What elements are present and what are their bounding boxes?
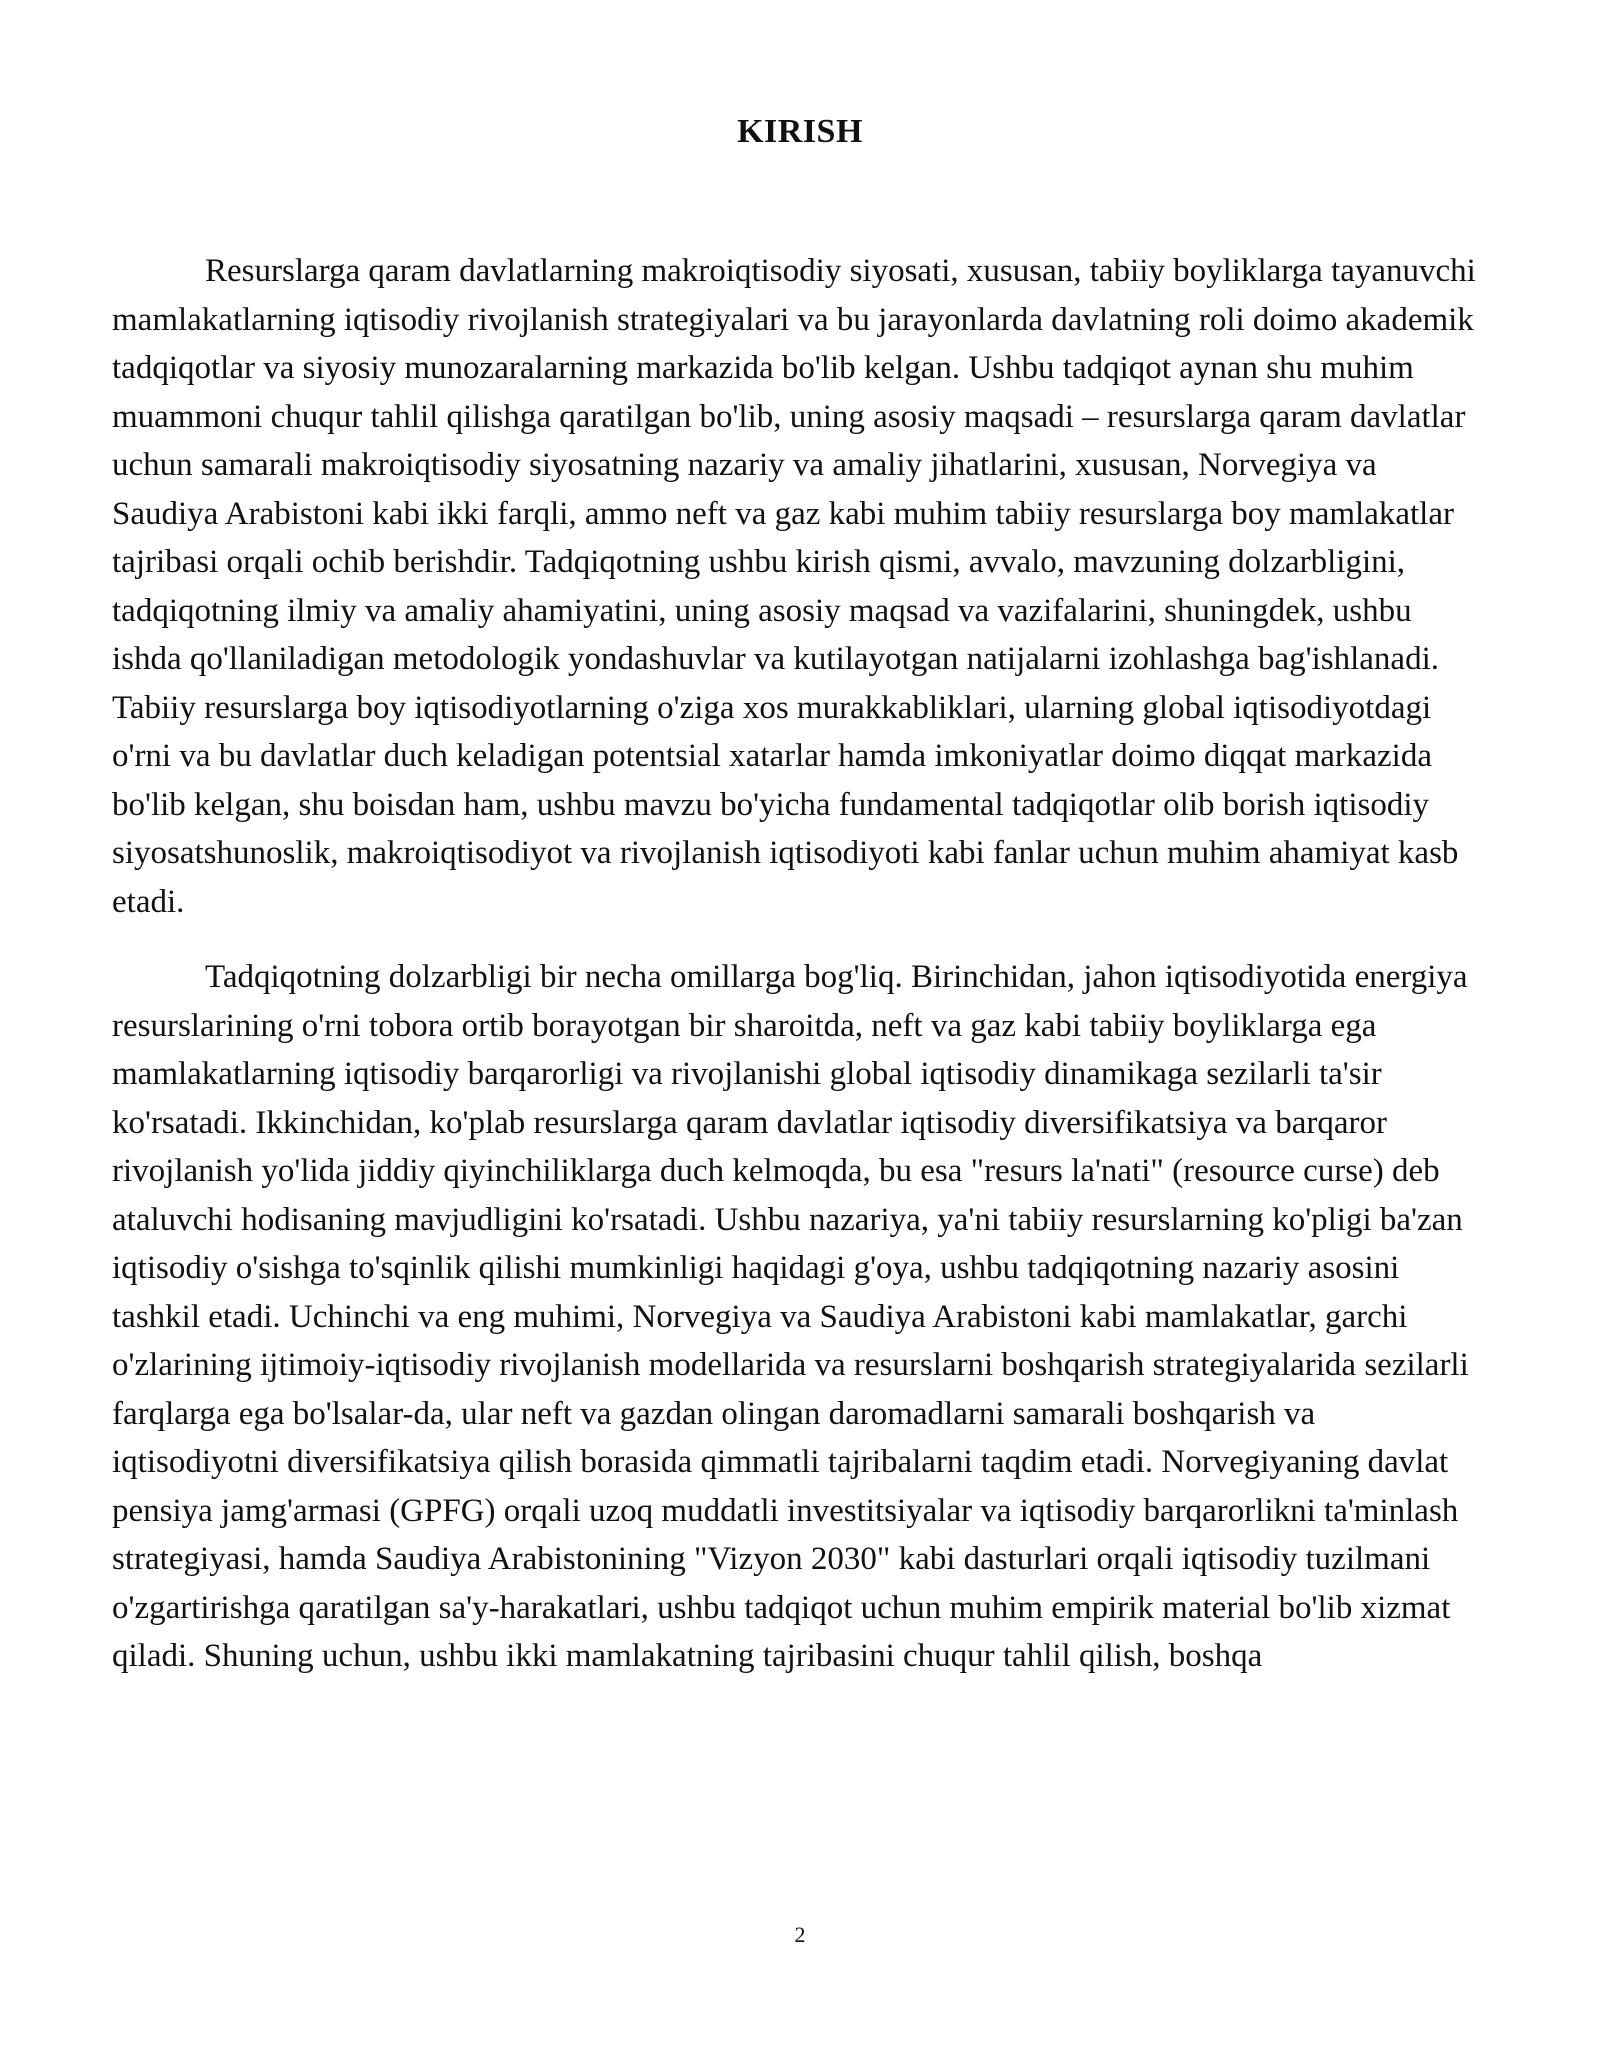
- page-number: 2: [794, 1922, 806, 1947]
- paragraph-1: Resurslarga qaram davlatlarning makroiqtisodiy siyosati, xususan, tabiiy boyliklarga tayanuvchi mamlakatlarning iqtisodiy rivojlanish strategiyalari va bu jarayonlarda davlatning roli doimo akademik tadqiqotlar va siyosiy munozaralarning markazida bo'lib kelgan. Ushbu tadqiqot aynan shu muhim muammoni chuqur tahlil qilishga qaratilgan bo'lib, uning asosiy maqsadi – resurslarga qaram davlatlar uchun samarali makroiqtisodiy siyosatning nazariy va amaliy jihatlarini, xususan, Norvegiya va Saudiya Arabistoni kabi ikki farqli, ammo neft va gaz kabi muhim tabiiy resurslarga boy mamlakatlar tajribasi orqali ochib berishdir. Tadqiqotning ushbu kirish qismi, avvalo, mavzuning dolzarbligini, tadqiqotning ilmiy va amaliy ahamiyatini, uning asosiy maqsad va vazifalarini, shuningdek, ushbu ishda qo'llaniladigan metodologik yondashuvlar va kutilayotgan natijalarni izohlashga bag'ishlanadi. Tabiiy resurslarga boy iqtisodiyotlarning o'ziga xos murakkabliklari, ularning global iqtisodiyotdagi o'rni va bu davlatlar duch keladigan potentsial xatarlar hamda imkoniyatlar doimo diqqat markazida bo'lib kelgan, shu boisdan ham, ushbu mavzu bo'yicha fundamental tadqiqotlar olib borish iqtisodiy siyosatshunoslik, makroiqtisodiyot va rivojlanish iqtisodiyoti kabi fanlar uchun muhim ahamiyat kasb etadi.: [112, 253, 1476, 920]
- document-body: [112, 247, 1482, 1681]
- paragraph-2: Tadqiqotning dolzarbligi bir necha omillarga bog'liq. Birinchidan, jahon iqtisodiyotida energiya resurslarining o'rni tobora ortib borayotgan bir sharoitda, neft va gaz kabi tabiiy boyliklarga ega mamlakatlarning iqtisodiy barqarorligi va rivojlanishi global iqtisodiy dinamikaga sezilarli ta'sir ko'rsatadi. Ikkinchidan, ko'plab resurslarga qaram davlatlar iqtisodiy diversifikatsiya va barqaror rivojlanish yo'lida jiddiy qiyinchiliklarga duch kelmoqda, bu esa "resurs la'nati" (resource curse) deb ataluvchi hodisaning mavjudligini ko'rsatadi. Ushbu nazariya, ya'ni tabiiy resurslarning ko'pligi ba'zan iqtisodiy o'sishga to'sqinlik qilishi mumkinligi haqidagi g'oya, ushbu tadqiqotning nazariy asosini tashkil etadi. Uchinchi va eng muhimi, Norvegiya va Saudiya Arabistoni kabi mamlakatlar, garchi o'zlarining ijtimoiy-iqtisodiy rivojlanish modellarida va resurslarni boshqarish strategiyalarida sezilarli farqlarga ega bo'lsalar-da, ular neft va gazdan olingan daromadlarni samarali boshqarish va iqtisodiyotni diversifikatsiya qilish borasida qimmatli tajribalarni taqdim etadi. Norvegiyaning davlat pensiya jamg'armasi (GPFG) orqali uzoq muddatli investitsiyalar va iqtisodiy barqarorlikni ta'minlash strategiyasi, hamda Saudiya Arabistonining "Vizyon 2030" kabi dasturlari orqali iqtisodiy tuzilmani o'zgartirishga qaratilgan sa'y-harakatlari, ushbu tadqiqot uchun muhim empirik material bo'lib xizmat qiladi. Shuning uchun, ushbu ikki mamlakatning tajribasini chuqur tahlil qilish, boshqa: [112, 959, 1469, 1674]
- page-title: KIRISH: [737, 113, 863, 150]
